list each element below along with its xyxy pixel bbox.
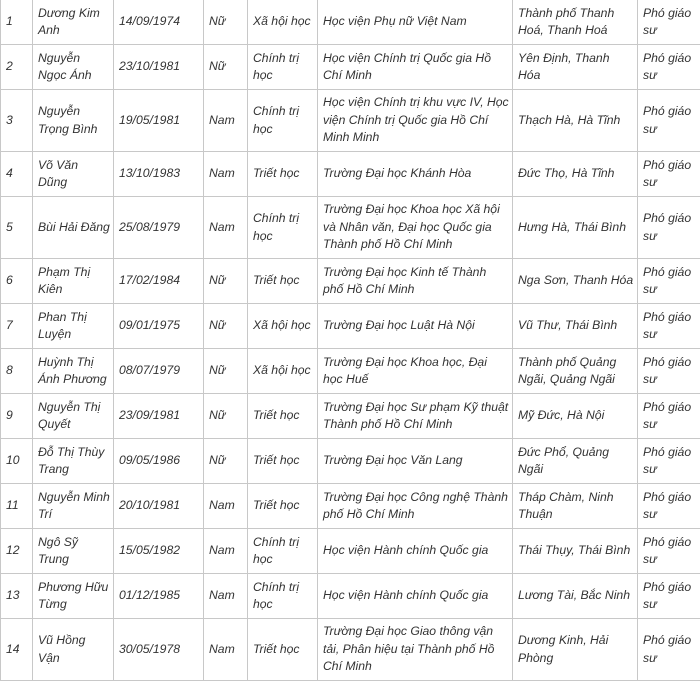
cell-title: Phó giáo sư [638, 197, 700, 259]
cell-dob: 01/12/1985 [114, 574, 204, 619]
cell-title: Phó giáo sư [638, 439, 700, 484]
cell-hometown: Thành phố Thanh Hoá, Thanh Hoá [513, 0, 638, 45]
cell-stt: 7 [1, 304, 33, 349]
cell-name: Phương Hữu Từng [33, 574, 114, 619]
cell-sex: Nữ [204, 349, 248, 394]
table-row [1, 304, 700, 349]
cell-field: Triết học [248, 484, 318, 529]
cell-sex: Nữ [204, 0, 248, 45]
cell-name: Bùi Hải Đăng [33, 197, 114, 259]
cell-title: Phó giáo sư [638, 304, 700, 349]
cell-stt: 9 [1, 394, 33, 439]
cell-field: Chính trị học [248, 90, 318, 152]
cell-hometown: Đức Thọ, Hà Tĩnh [513, 152, 638, 197]
cell-institution: Học viện Chính trị khu vực IV, Học viện Chính trị Quốc gia Hồ Chí Minh Minh [318, 90, 513, 152]
cell-sex: Nam [204, 529, 248, 574]
cell-sex: Nam [204, 152, 248, 197]
cell-dob: 19/05/1981 [114, 90, 204, 152]
cell-stt: 4 [1, 152, 33, 197]
cell-title: Phó giáo sư [638, 259, 700, 304]
cell-sex: Nữ [204, 394, 248, 439]
cell-sex: Nữ [204, 304, 248, 349]
cell-sex: Nữ [204, 259, 248, 304]
cell-name: Phan Thị Luyện [33, 304, 114, 349]
cell-institution: Học viện Hành chính Quốc gia [318, 529, 513, 574]
cell-field: Triết học [248, 619, 318, 681]
cell-stt: 3 [1, 90, 33, 152]
cell-title: Phó giáo sư [638, 90, 700, 152]
cell-field: Triết học [248, 394, 318, 439]
cell-stt: 10 [1, 439, 33, 484]
cell-institution: Trường Đại học Khánh Hòa [318, 152, 513, 197]
cell-stt: 6 [1, 259, 33, 304]
cell-institution: Trường Đại học Khoa học Xã hội và Nhân văn, Đại học Quốc gia Thành phố Hồ Chí Minh [318, 197, 513, 259]
table-row [1, 439, 700, 484]
cell-sex: Nữ [204, 45, 248, 90]
cell-stt: 11 [1, 484, 33, 529]
cell-institution: Học viện Chính trị Quốc gia Hồ Chí Minh [318, 45, 513, 90]
cell-hometown: Dương Kinh, Hải Phòng [513, 619, 638, 681]
cell-institution: Học viện Hành chính Quốc gia [318, 574, 513, 619]
cell-sex: Nam [204, 484, 248, 529]
cell-name: Nguyễn Trọng Bình [33, 90, 114, 152]
table-row [1, 529, 700, 574]
cell-hometown: Thái Thụy, Thái Bình [513, 529, 638, 574]
cell-title: Phó giáo sư [638, 394, 700, 439]
cell-hometown: Mỹ Đức, Hà Nội [513, 394, 638, 439]
cell-title: Phó giáo sư [638, 152, 700, 197]
cell-hometown: Đức Phổ, Quảng Ngãi [513, 439, 638, 484]
table-row [1, 394, 700, 439]
cell-field: Chính trị học [248, 45, 318, 90]
table-row [1, 152, 700, 197]
cell-title: Phó giáo sư [638, 484, 700, 529]
table-row [1, 45, 700, 90]
cell-dob: 13/10/1983 [114, 152, 204, 197]
table-row [1, 259, 700, 304]
cell-institution: Trường Đại học Văn Lang [318, 439, 513, 484]
cell-field: Triết học [248, 152, 318, 197]
cell-stt: 12 [1, 529, 33, 574]
table-row [1, 619, 700, 681]
cell-field: Xã hội học [248, 0, 318, 45]
cell-hometown: Lương Tài, Bắc Ninh [513, 574, 638, 619]
table-row [1, 349, 700, 394]
cell-name: Nguyễn Ngọc Ánh [33, 45, 114, 90]
cell-field: Xã hội học [248, 304, 318, 349]
cell-title: Phó giáo sư [638, 0, 700, 45]
cell-stt: 1 [1, 0, 33, 45]
table-body [1, 0, 700, 681]
cell-title: Phó giáo sư [638, 529, 700, 574]
cell-hometown: Thạch Hà, Hà Tĩnh [513, 90, 638, 152]
cell-title: Phó giáo sư [638, 574, 700, 619]
cell-stt: 8 [1, 349, 33, 394]
cell-dob: 14/09/1974 [114, 0, 204, 45]
cell-dob: 25/08/1979 [114, 197, 204, 259]
cell-dob: 23/09/1981 [114, 394, 204, 439]
cell-name: Nguyễn Minh Trí [33, 484, 114, 529]
cell-name: Ngô Sỹ Trung [33, 529, 114, 574]
table-row [1, 197, 700, 259]
cell-dob: 15/05/1982 [114, 529, 204, 574]
cell-dob: 17/02/1984 [114, 259, 204, 304]
cell-institution: Trường Đại học Sư phạm Kỹ thuật Thành phố Hồ Chí Minh [318, 394, 513, 439]
cell-institution: Trường Đại học Khoa học, Đại học Huế [318, 349, 513, 394]
table-row [1, 484, 700, 529]
cell-title: Phó giáo sư [638, 349, 700, 394]
cell-stt: 13 [1, 574, 33, 619]
cell-field: Triết học [248, 259, 318, 304]
cell-dob: 09/05/1986 [114, 439, 204, 484]
cell-sex: Nam [204, 197, 248, 259]
cell-sex: Nam [204, 619, 248, 681]
cell-institution: Học viện Phụ nữ Việt Nam [318, 0, 513, 45]
cell-field: Chính trị học [248, 197, 318, 259]
cell-hometown: Vũ Thư, Thái Bình [513, 304, 638, 349]
cell-institution: Trường Đại học Luật Hà Nội [318, 304, 513, 349]
cell-name: Dương Kim Anh [33, 0, 114, 45]
table-row [1, 574, 700, 619]
cell-hometown: Nga Sơn, Thanh Hóa [513, 259, 638, 304]
cell-stt: 2 [1, 45, 33, 90]
table-row [1, 0, 700, 45]
cell-name: Nguyễn Thị Quyết [33, 394, 114, 439]
cell-dob: 30/05/1978 [114, 619, 204, 681]
cell-name: Phạm Thị Kiên [33, 259, 114, 304]
cell-title: Phó giáo sư [638, 619, 700, 681]
cell-dob: 09/01/1975 [114, 304, 204, 349]
table-row [1, 90, 700, 152]
cell-name: Vũ Hồng Vận [33, 619, 114, 681]
cell-institution: Trường Đại học Công nghệ Thành phố Hồ Chí Minh [318, 484, 513, 529]
cell-name: Huỳnh Thị Ánh Phương [33, 349, 114, 394]
cell-dob: 08/07/1979 [114, 349, 204, 394]
cell-field: Triết học [248, 439, 318, 484]
cell-sex: Nam [204, 90, 248, 152]
cell-hometown: Hưng Hà, Thái Bình [513, 197, 638, 259]
cell-field: Xã hội học [248, 349, 318, 394]
cell-hometown: Tháp Chàm, Ninh Thuận [513, 484, 638, 529]
cell-stt: 5 [1, 197, 33, 259]
cell-field: Chính trị học [248, 574, 318, 619]
cell-stt: 14 [1, 619, 33, 681]
cell-name: Võ Văn Dũng [33, 152, 114, 197]
cell-dob: 23/10/1981 [114, 45, 204, 90]
cell-field: Chính trị học [248, 529, 318, 574]
cell-sex: Nam [204, 574, 248, 619]
cell-hometown: Thành phố Quảng Ngãi, Quảng Ngãi [513, 349, 638, 394]
cell-institution: Trường Đại học Giao thông vận tải, Phân hiệu tại Thành phố Hồ Chí Minh [318, 619, 513, 681]
cell-dob: 20/10/1981 [114, 484, 204, 529]
cell-sex: Nữ [204, 439, 248, 484]
cell-hometown: Yên Định, Thanh Hóa [513, 45, 638, 90]
cell-institution: Trường Đại học Kinh tế Thành phố Hồ Chí Minh [318, 259, 513, 304]
cell-name: Đỗ Thị Thùy Trang [33, 439, 114, 484]
cell-title: Phó giáo sư [638, 45, 700, 90]
